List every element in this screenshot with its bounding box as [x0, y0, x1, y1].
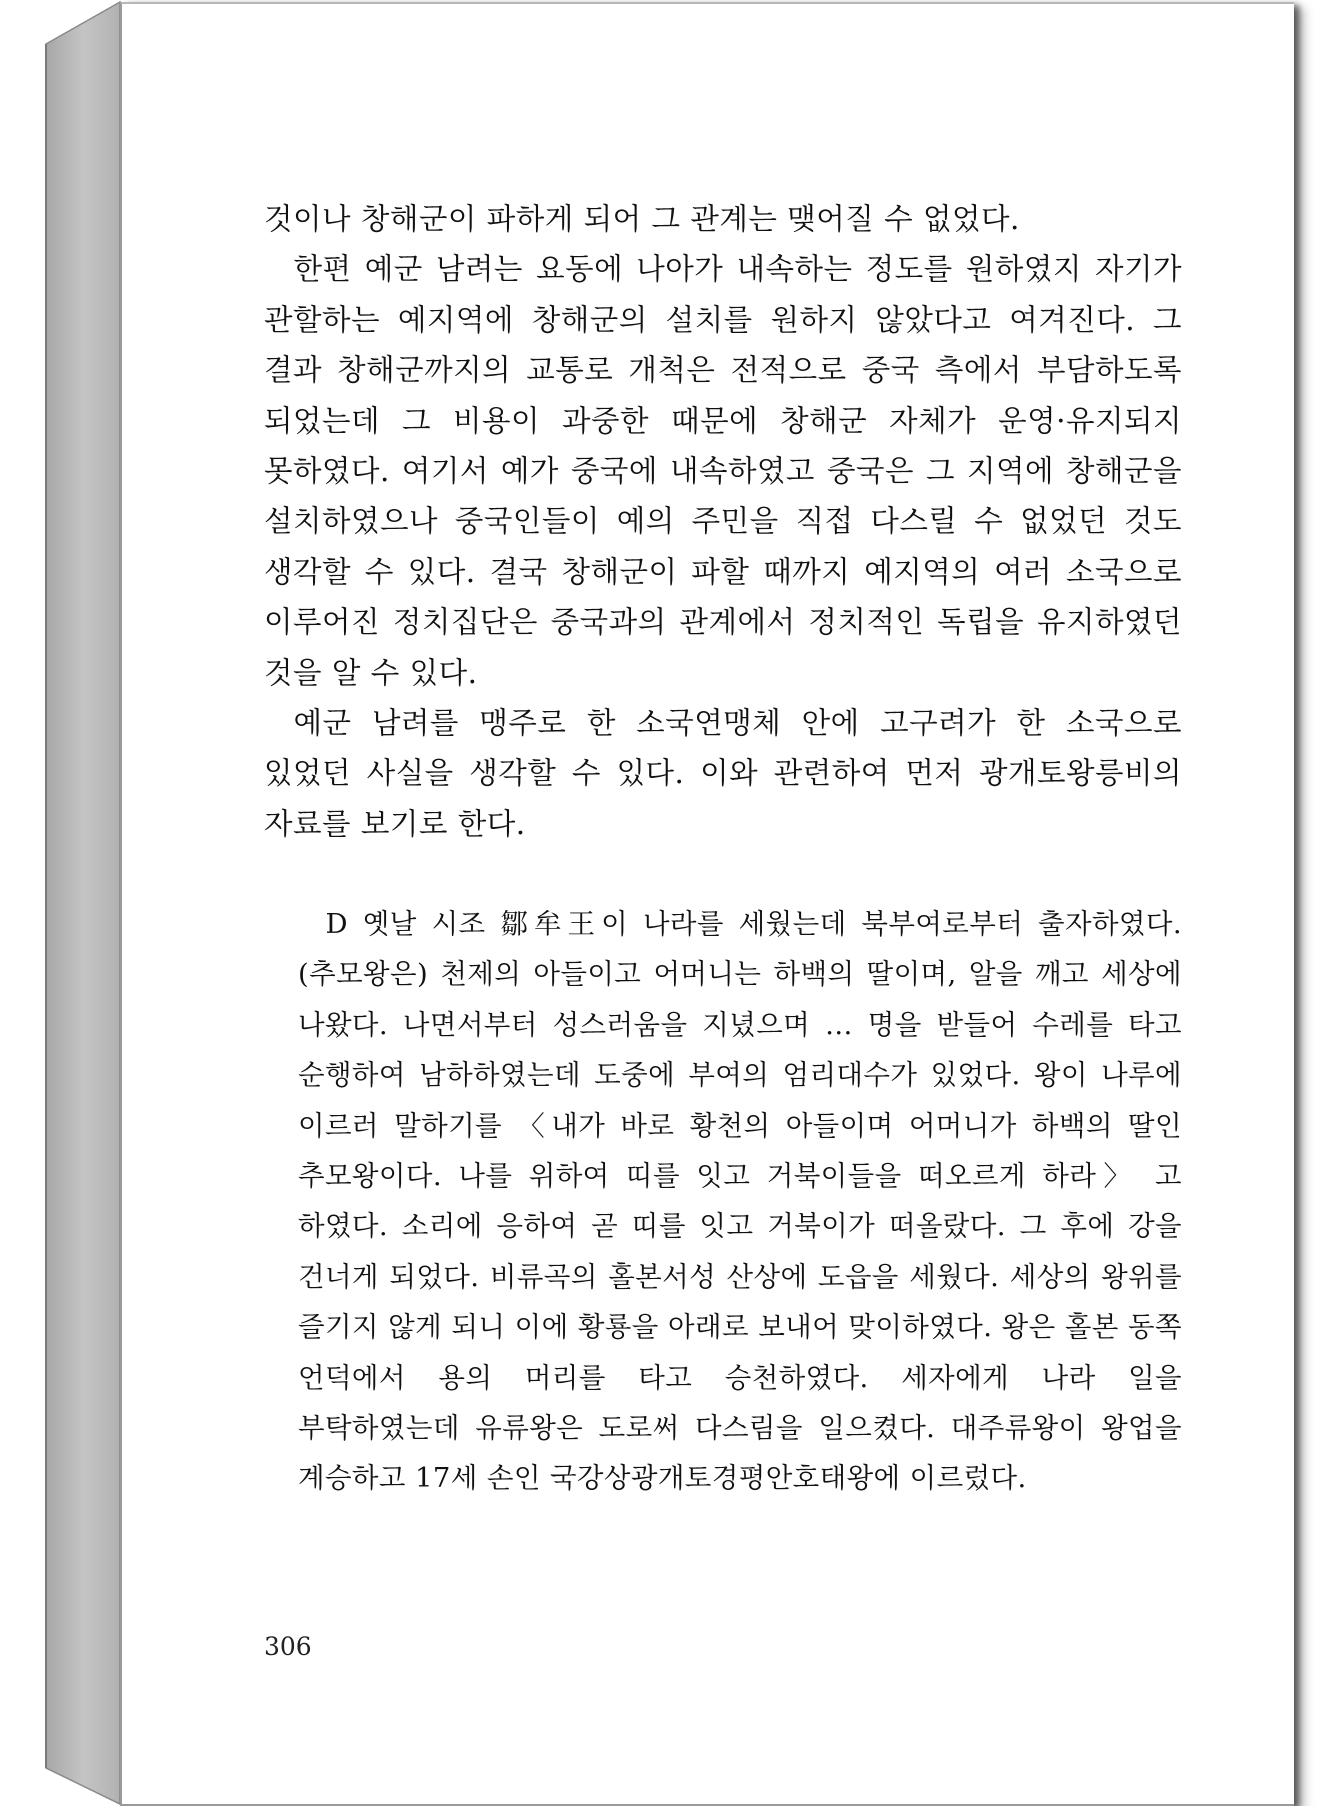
quote-text-gwanggaeto-stele: D 옛날 시조 鄒牟王이 나라를 세웠는데 북부여로부터 출자하였다. (추모왕은) 천제의 아들이고 어머니는 하백의 딸이며, 알을 깨고 세상에 나왔다. 나면서부터 성스러움을 지녔으며 … 명을 받들어 수레를 타고 순행하여 남하하였는데 도중에 부여의 엄리대수가 있었다. 왕이 나루에 이르러 말하기를 〈내가 바로 황천의 아들이며 어머니가 하백의 딸인 추모왕이다. 나를 위하여 띠를 잇고 거북이들을 떠오르게 하라〉 고 하였다. 소리에 응하여 곧 띠를 잇고 거북이가 떠올랐다. 그 후에 강을 건너게 되었다. 비류곡의 홀본서성 산상에 도읍을 세웠다. 세상의 왕위를 즐기지 않게 되니 이에 황룡을 아래로 보내어 맞이하였다. 왕은 홀본 동쪽 언덕에서 용의 머리를 타고 승천하였다. 세자에게 나라 일을 부탁하였는데 유류왕은 도로써 다스림을 일으켰다. 대주류왕이 왕업을 계승하고 17세 손인 국강상광개토경평안호태왕에 이르렀다.	[298, 908, 1182, 1495]
paragraph-goguryeo-confederacy: 예군 남려를 맹주로 한 소국연맹체 안에 고구려가 한 소국으로 있었던 사실을 생각할 수 있다. 이와 관련하여 먼저 광개토왕릉비의 자료를 보기로 한다.	[264, 706, 1182, 841]
paragraph-yegun-namryeo: 한편 예군 남려는 요동에 나아가 내속하는 정도를 원하였지 자기가 관할하는 예지역에 창해군의 설치를 원하지 않았다고 여겨진다. 그 결과 창해군까지의 교통로 개척은 전적으로 중국 측에서 부담하도록 되었는데 그 비용이 과중한 때문에 창해군 자체가 운영·유지되지 못하였다. 여기서 예가 중국에 내속하였고 중국은 그 지역에 창해군을 설치하였으나 중국인들이 예의 주민을 직접 다스릴 수 없었던 것도 생각할 수 있다. 결국 창해군이 파할 때까지 예지역의 여러 소국으로 이루어진 정치집단은 중국과의 관계에서 정치적인 독립을 유지하였던 것을 알 수 있다.	[264, 252, 1182, 690]
body-text	[264, 194, 1182, 849]
paragraph-continued: 것이나 창해군이 파하게 되어 그 관계는 맺어질 수 없었다.	[264, 202, 1020, 236]
page-number: 306	[264, 1632, 312, 1661]
quoted-passage	[298, 899, 1182, 1504]
